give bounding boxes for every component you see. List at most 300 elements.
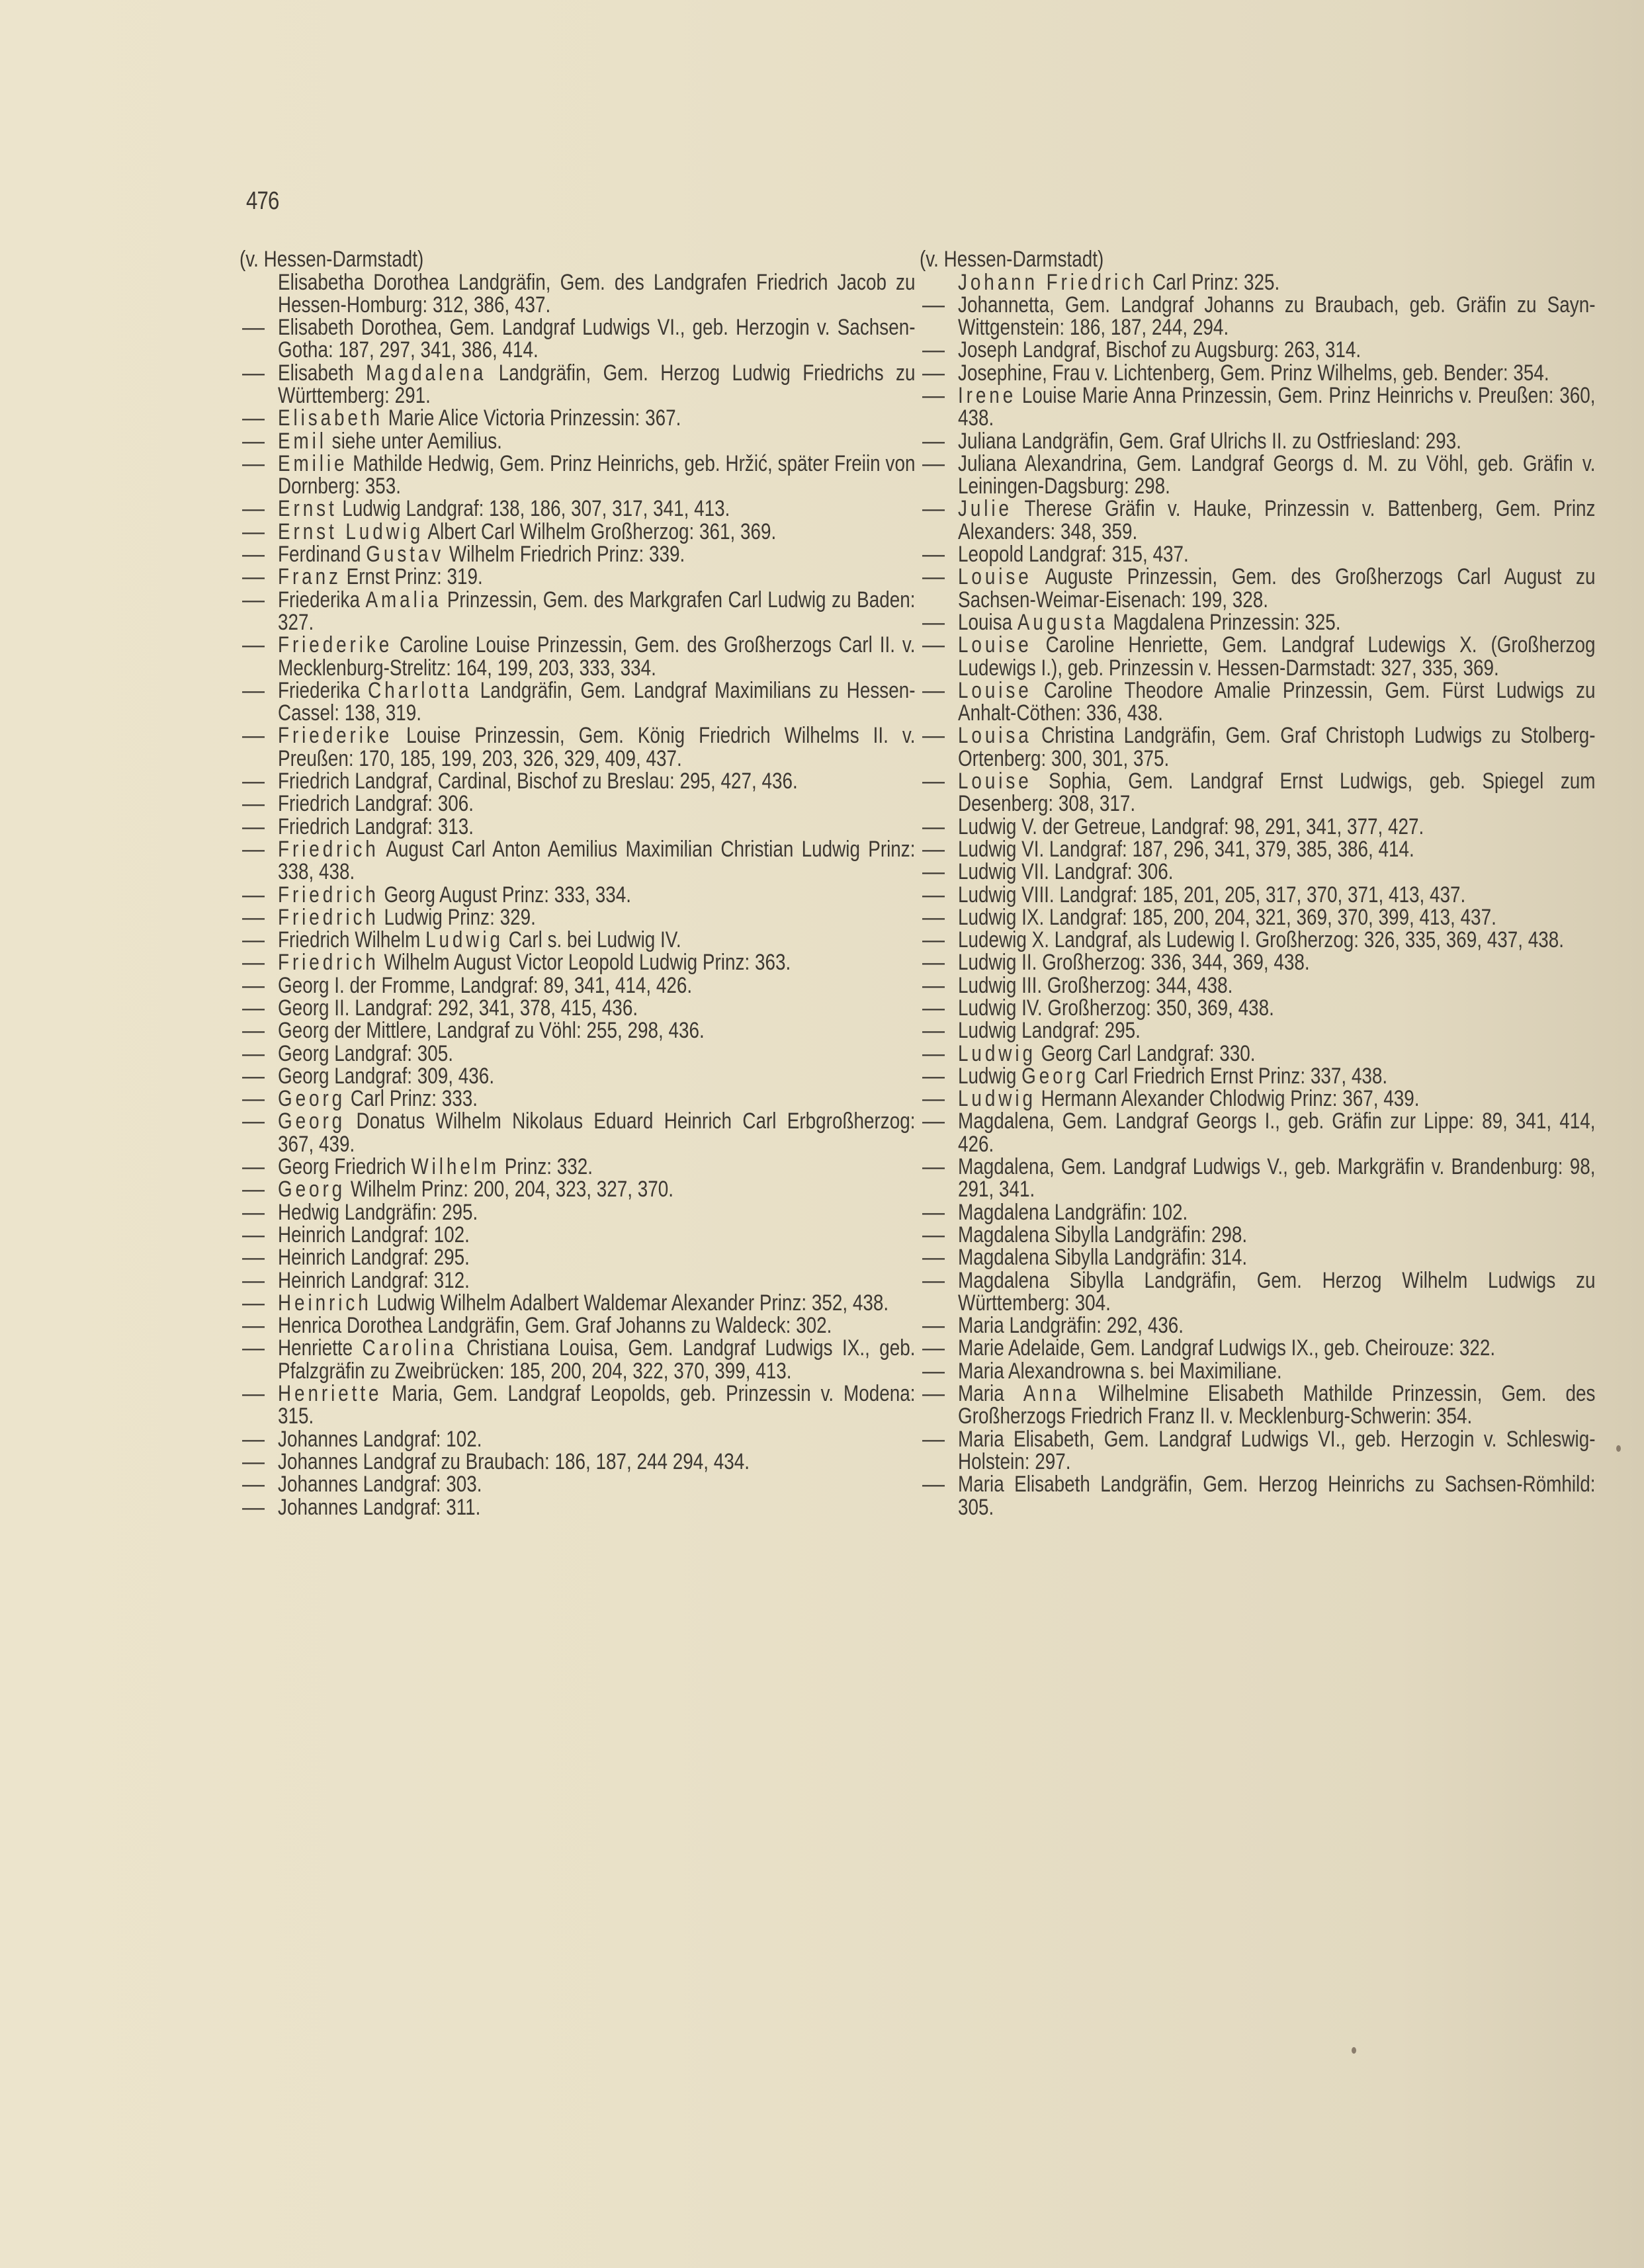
entry-dash: — [242,1177,265,1202]
index-entry [920,951,1581,974]
entry-text-segment: Johannes Landgraf: 311. [278,1494,481,1520]
entry-dash: — [922,1381,945,1407]
index-entry [920,1019,1581,1042]
entry-text-segment: Ludwig VI. Landgraf: 187, 296, 341, 379, 385, 386, 414. [958,836,1414,862]
index-entry [239,770,901,792]
entry-text-segment: Ludwig Prinz: 329. [378,904,536,930]
index-column-right [920,247,1596,1520]
entry-text-segment: Christiana Louisa, Gem. Landgraf Ludwigs IX., geb. Pfalzgräfin zu Zweibrücken: 185, 200, 204, 322, 370, 399, 413. [278,1335,916,1384]
entry-text-segment: Leopold Landgraf: 315, 437. [958,542,1189,567]
entry-text-segment: Ludwig Wilhelm Adalbert Waldemar Alexander Prinz: 352, 438. [371,1290,889,1316]
spaced-emphasis: Ludwig [958,1040,1036,1066]
index-entry [920,974,1581,997]
index-entry [920,496,1596,544]
entry-text [278,1314,916,1337]
index-entry [239,836,916,885]
entry-dash: — [242,1472,265,1497]
entry-text-segment: Wilhelmine Elisabeth Mathilde Prinzessin, Gem. des Großherzogs Friedrich Franz II. v. Mecklenburg-Schwerin: 354. [958,1381,1596,1429]
entry-text-segment: Ludwig Landgraf: 295. [958,1018,1141,1044]
index-entry [920,1246,1581,1269]
entry-text [958,1155,1596,1201]
entry-text-segment: Heinrich Landgraf: 102. [278,1222,470,1247]
index-entry [239,951,901,974]
entry-text-segment: Johannes Landgraf: 303. [278,1472,482,1497]
entry-text-segment: Georg Friedrich [278,1154,411,1180]
entry-dash: — [242,836,265,862]
entry-text-segment: Johannes Landgraf: 102. [278,1426,482,1452]
entry-text [278,951,916,974]
entry-dash: — [922,1335,945,1361]
entry-text-segment: Carl Friedrich Ernst Prinz: 337, 438. [1089,1063,1388,1089]
entry-dash: — [922,1040,945,1066]
entry-dash: — [242,564,265,590]
entry-text-segment: Georg II. Landgraf: 292, 341, 378, 415, 436. [278,995,638,1021]
entry-text [958,951,1596,974]
spaced-emphasis: Julie [958,496,1012,522]
entry-text-segment: Ferdinand [278,542,367,567]
entry-dash: — [242,1018,265,1044]
entry-text [958,271,1596,294]
column-header: (v. Hessen-Darmstadt) [239,247,424,272]
index-entry [239,1087,901,1110]
index-entry [920,1201,1581,1224]
spaced-emphasis: Friedrich [278,882,379,907]
spaced-emphasis: Louisa [958,723,1032,749]
spaced-emphasis: Elisabeth [278,405,383,431]
entry-text-segment: Magdalena Sibylla Landgräfin: 314. [958,1245,1248,1271]
entry-text-segment: Marie Adelaide, Gem. Landgraf Ludwigs IX., geb. Cheirouze: 322. [958,1335,1496,1361]
entry-text-segment: Magdalena Sibylla Landgräfin: 298. [958,1222,1248,1247]
entry-dash: — [242,927,265,953]
spaced-emphasis: Georg [1021,1063,1090,1089]
spaced-emphasis: Charlotta [368,677,472,703]
index-entry [239,566,901,588]
entry-text-segment: Henriette [278,1335,363,1361]
entry-text [958,611,1596,634]
index-entry [920,382,1596,431]
entry-text-segment: Maria Landgräfin: 292, 436. [958,1313,1184,1339]
entry-dash: — [242,1063,265,1089]
entry-text-segment: Landgräfin, Gem. Herzog Ludwig Friedrichs zu Württemberg: 291. [278,360,916,408]
entry-text-segment: Donatus Wilhelm Nikolaus Eduard Heinrich Carl Erbgroßherzog: 367, 439. [278,1109,916,1157]
entry-dash: — [242,814,265,839]
entry-text-segment: Ludewig X. Landgraf, als Ludewig I. Großherzog: 326, 335, 369, 437, 438. [958,927,1565,953]
entry-dash: — [242,950,265,976]
entry-text-segment: Louise Prinzessin, Gem. König Friedrich Wilhelms II. v. Preußen: 170, 185, 199, 203, 326, 329, 409, 437. [278,723,916,771]
entry-text [958,452,1596,498]
entry-text [278,452,916,498]
spaced-emphasis: Wilhelm [411,1154,500,1180]
index-entry [239,997,901,1019]
entry-text [958,1201,1596,1224]
index-entry [920,997,1581,1019]
spaced-emphasis: Georg [278,1109,346,1134]
entry-dash: — [922,496,945,522]
index-entry [239,1109,916,1157]
index-entry [920,884,1581,906]
entry-text [958,294,1596,339]
entry-dash: — [922,292,945,317]
entry-text-segment: Louisa [958,609,1017,635]
entry-text-segment: Caroline Henriette, Gem. Landgraf Ludewigs X. (Großherzog Ludewigs I.), geb. Prinzessin v. Hessen-Darmstadt: 327, 335, 369. [958,632,1596,681]
entry-text-segment: August Carl Anton Aemilius Maximilian Christian Ludwig Prinz: 338, 438. [278,836,916,885]
index-entry [920,838,1581,861]
entry-dash: — [242,315,265,341]
entry-dash: — [922,1018,945,1044]
entry-text [958,1042,1596,1065]
entry-text-segment: Georg I. der Fromme, Landgraf: 89, 341, 414, 426. [278,972,693,998]
index-entry [239,430,901,452]
entry-text [278,1155,916,1178]
entry-text [958,679,1596,725]
spaced-emphasis: Augusta [1017,609,1108,635]
entry-dash: — [922,450,945,476]
entry-dash: — [922,1222,945,1247]
entry-dash: — [242,519,265,544]
spaced-emphasis: Friederike [278,723,393,749]
index-entry [920,339,1581,361]
entry-text-segment: Louise Marie Anna Prinzessin, Gem. Prinz Heinrichs v. Preußen: 360, 438. [958,382,1596,431]
index-entry [239,1381,916,1429]
entry-text-segment: Christina Landgräfin, Gem. Graf Christoph Ludwigs zu Stolberg-Ortenberg: 300, 301, 375. [958,723,1596,771]
index-entry [239,1314,901,1337]
index-entry [239,929,901,951]
entry-text [958,1110,1596,1155]
entry-dash: — [242,428,265,454]
entry-text-segment: Ludwig V. der Getreue, Landgraf: 98, 291, 341, 377, 427. [958,814,1424,839]
spaced-emphasis: Ludwig [958,1086,1036,1112]
entry-text-segment: Heinrich Landgraf: 312. [278,1267,470,1293]
entry-text-segment: Ludwig IX. Landgraf: 185, 200, 204, 321, 369, 370, 399, 413, 437. [958,904,1496,930]
entry-dash: — [922,1199,945,1225]
entry-text-segment: Georg Landgraf: 309, 436. [278,1063,495,1089]
entry-dash: — [922,1358,945,1384]
entry-text-segment: Elisabeth [278,360,367,386]
entry-text-segment: Georg Landgraf: 305. [278,1040,454,1066]
entry-text-segment: Magdalena, Gem. Landgraf Ludwigs V., geb. Markgräfin v. Brandenburg: 98, 291, 341. [958,1154,1596,1202]
entry-text [278,1269,916,1292]
entry-text [958,838,1596,861]
index-entry [239,884,901,906]
entry-text-segment: Georg der Mittlere, Landgraf zu Vöhl: 255, 298, 436. [278,1018,705,1044]
entry-text [278,1042,916,1065]
entry-text [278,1087,916,1110]
entry-text-segment: Caroline Theodore Amalie Prinzessin, Gem. Fürst Ludwigs zu Anhalt-Cöthen: 336, 438. [958,677,1596,726]
entry-text [278,679,916,725]
entry-text [958,566,1596,611]
spaced-emphasis: Carolina [362,1335,457,1361]
entry-dash: — [242,542,265,567]
entry-dash: — [922,904,945,930]
entry-text [958,770,1596,816]
entry-dash: — [922,882,945,907]
entry-dash: — [242,1313,265,1339]
entry-text-segment: Joseph Landgraf, Bischof zu Augsburg: 263, 314. [958,337,1362,363]
spaced-emphasis: Louise [958,677,1032,703]
entry-text-segment: Wilhelm Prinz: 200, 204, 323, 327, 370. [345,1177,674,1202]
entry-text [958,1224,1596,1246]
spaced-emphasis: Louise [958,632,1032,658]
entry-dash: — [922,1426,945,1452]
entry-text [958,724,1596,770]
index-entry [920,1426,1596,1474]
entry-dash: — [922,564,945,590]
entry-text [278,543,916,566]
entry-dash: — [922,1109,945,1134]
entry-text [958,974,1596,997]
entry-text-segment: Magdalena Landgräfin: 102. [958,1199,1188,1225]
entry-text-segment: Ludwig [958,1063,1022,1089]
entry-text-segment: Johannetta, Gem. Landgraf Johanns zu Braubach, geb. Gräfin zu Sayn-Wittgenstein: 186, 187, 244, 294. [958,292,1596,341]
entry-text-segment: Hedwig Landgräfin: 295. [278,1199,478,1225]
entry-text [958,384,1596,430]
entry-text [958,1337,1596,1359]
entry-text-segment: Henrica Dorothea Landgräfin, Gem. Graf Johanns zu Waldeck: 302. [278,1313,832,1339]
spaced-emphasis: Gustav [366,542,445,567]
index-entry [239,1473,901,1495]
entry-text [278,634,916,679]
index-entry [920,1065,1581,1087]
entry-dash: — [242,1109,265,1134]
entry-dash: — [922,360,945,386]
entry-text [278,1428,916,1450]
index-entry [239,521,901,543]
entry-text-segment: siehe unter Aemilius. [326,428,502,454]
entry-text-segment: Maria Alexandrowna s. bei Maximiliane. [958,1358,1282,1384]
entry-dash: — [922,972,945,998]
index-entry [239,543,901,566]
entry-text-segment: Maria Elisabeth Landgräfin, Gem. Herzog Heinrichs zu Sachsen-Römhild: 305. [958,1472,1596,1520]
entry-dash: — [922,428,945,454]
entry-dash: — [922,927,945,953]
entry-text-segment: Friedrich Landgraf, Cardinal, Bischof zu Breslau: 295, 427, 436. [278,769,798,794]
entry-text [278,1246,916,1269]
entry-dash: — [242,360,265,386]
index-entry [920,611,1581,634]
entry-text [278,974,916,997]
entry-text [278,316,916,362]
index-entry [920,929,1581,951]
spaced-emphasis: Emil [278,428,327,454]
entry-text [278,1496,916,1519]
entry-text-segment: Magdalena Sibylla Landgräfin, Gem. Herzog Wilhelm Ludwigs zu Württemberg: 304. [958,1267,1596,1316]
print-speck [1616,1445,1621,1452]
index-entry [239,1065,901,1087]
entry-dash: — [922,1063,945,1089]
entry-text [278,724,916,770]
entry-dash: — [922,1313,945,1339]
print-speck [1352,2047,1356,2054]
entry-text [278,1382,916,1428]
entry-text-segment: Sophia, Gem. Landgraf Ernst Ludwigs, geb. Spiegel zum Desenberg: 308, 317. [958,769,1596,817]
entry-text [278,1201,916,1224]
entry-text [958,1019,1596,1042]
entry-dash: — [242,1245,265,1271]
spaced-emphasis: Georg [278,1177,346,1202]
entry-text [278,362,916,407]
entry-text-segment: Ludwig VIII. Landgraf: 185, 201, 205, 317, 370, 371, 413, 437. [958,882,1466,907]
entry-dash: — [242,904,265,930]
index-entry [920,1337,1581,1359]
entry-text-segment: Maria Elisabeth, Gem. Landgraf Ludwigs VI., geb. Herzogin v. Schleswig-Holstein: 297. [958,1426,1596,1474]
spaced-emphasis: Amalia [365,587,442,612]
entry-text-segment: Friedrich Wilhelm [278,927,426,953]
entry-text [958,1360,1596,1382]
index-entry [920,1314,1581,1337]
spaced-emphasis: Magdalena [366,360,487,386]
index-entry [920,564,1596,612]
entry-dash: — [922,632,945,658]
entry-text-segment: Ludwig VII. Landgraf: 306. [958,859,1174,885]
entry-dash: — [242,632,265,658]
entry-dash: — [922,1154,945,1180]
entry-text [278,1224,916,1246]
index-entry [239,450,916,499]
index-entry [239,1269,901,1292]
index-entry [920,906,1581,929]
entry-text [278,997,916,1019]
index-entry [920,450,1596,499]
entry-text-segment: Juliana Alexandrina, Gem. Landgraf Georgs d. M. zu Vöhl, geb. Gräfin v. Leiningen-Dagsburg: 298. [958,450,1596,499]
entry-text-segment: Friederika [278,677,368,703]
entry-dash: — [922,995,945,1021]
index-entry [239,587,916,635]
index-entry [239,1335,916,1384]
index-entry [239,1292,901,1314]
entry-dash: — [242,995,265,1021]
entry-text-segment: Ernst Prinz: 319. [341,564,483,590]
entry-text-segment: Mathilde Hedwig, Gem. Prinz Heinrichs, geb. Hržić, später Freiin von Dornberg: 353. [278,450,916,499]
entry-text [958,1314,1596,1337]
entry-text [278,521,916,543]
index-entry [239,1224,901,1246]
entry-dash: — [242,1494,265,1520]
entry-dash: — [242,1154,265,1180]
entry-dash: — [242,972,265,998]
entry-text [278,1292,916,1314]
entry-text-segment: Landgräfin, Gem. Landgraf Maximilians zu Hessen-Cassel: 138, 319. [278,677,916,726]
entry-text-segment: Josephine, Frau v. Lichtenberg, Gem. Prinz Wilhelms, geb. Bender: 354. [958,360,1549,386]
entry-text-segment: Wilhelm Friedrich Prinz: 339. [444,542,685,567]
entry-dash: — [242,1222,265,1247]
spaced-emphasis: Heinrich [278,1290,372,1316]
spaced-emphasis: Irene [958,382,1017,408]
entry-text-segment: Elisabetha Dorothea Landgräfin, Gem. des Landgrafen Friedrich Jacob zu Hessen-Homburg: 312, 386, 437. [278,269,916,317]
index-entry [920,1087,1581,1110]
entry-text-segment: Maria [958,1381,1023,1407]
entry-dash: — [242,1335,265,1361]
spaced-emphasis: Georg [278,1086,346,1112]
spaced-emphasis: Friederike [278,632,393,658]
entry-text [278,271,916,317]
spaced-emphasis: Ludwig [425,927,503,953]
index-entry [239,723,916,771]
entry-text [278,770,916,792]
entry-text-segment: Maria, Gem. Landgraf Leopolds, geb. Prinzessin v. Modena: 315. [278,1381,916,1429]
entry-text [278,407,916,429]
entry-dash: — [922,859,945,885]
entry-text-segment: Georg Carl Landgraf: 330. [1035,1040,1256,1066]
index-entry [239,792,901,815]
entry-text [958,816,1596,838]
entry-text-segment: Prinzessin, Gem. des Markgrafen Carl Ludwig zu Baden: 327. [278,587,916,635]
entry-dash: — [242,1426,265,1452]
entry-text-segment: Therese Gräfin v. Hauke, Prinzessin v. Battenberg, Gem. Prinz Alexanders: 348, 359. [958,496,1596,544]
entry-dash: — [242,882,265,907]
entry-dash: — [242,1086,265,1112]
entry-text [958,861,1596,883]
entry-text [278,1178,916,1200]
index-entry [920,1224,1581,1246]
index-entry [239,1450,901,1473]
entry-text [278,1450,916,1473]
entry-dash: — [242,791,265,817]
entry-text-segment: Carl Prinz: 325. [1147,269,1280,295]
spaced-emphasis: Friedrich [278,836,379,862]
entry-text-segment: Ludwig Landgraf: 138, 186, 307, 317, 341, 413. [337,496,730,522]
entry-text-segment: Prinz: 332. [499,1154,593,1180]
spaced-emphasis: Henriette [278,1381,382,1407]
entry-dash: — [242,1381,265,1407]
entry-text [958,430,1596,452]
entry-text [958,929,1596,951]
entry-text [958,1246,1596,1269]
spaced-emphasis: Friedrich [278,904,379,930]
entry-dash: — [922,950,945,976]
entry-text-segment: Heinrich Landgraf: 295. [278,1245,470,1271]
index-entry [920,292,1596,341]
entry-text [278,884,916,906]
entry-text-segment: Albert Carl Wilhelm Großherzog: 361, 369. [423,519,777,544]
entry-dash: — [242,1290,265,1316]
index-entry [239,315,916,363]
index-entry [239,360,916,408]
entry-dash: — [922,542,945,567]
index-entry [239,1428,901,1450]
entry-text [958,339,1596,361]
entry-text [958,997,1596,1019]
index-entry [920,362,1581,384]
entry-text-segment: Friedrich Landgraf: 306. [278,791,474,817]
column-header: (v. Hessen-Darmstadt) [920,247,1104,272]
entry-text-segment: Magdalena Prinzessin: 325. [1107,609,1341,635]
spaced-emphasis: Franz [278,564,341,590]
entry-text [958,884,1596,906]
entry-text [958,906,1596,929]
entry-text-segment: Ludwig II. Großherzog: 336, 344, 369, 438. [958,950,1310,976]
index-entry [920,1381,1596,1429]
entry-text [958,362,1596,384]
entry-text [278,816,916,838]
entry-text [958,1428,1596,1474]
entry-text [278,1110,916,1155]
index-entry [920,816,1581,838]
entry-text [958,634,1596,679]
entry-dash: — [922,609,945,635]
index-entry [239,974,901,997]
entry-text [278,430,916,452]
index-entry [239,1155,901,1178]
index-entry [239,1019,901,1042]
index-entry [239,632,916,681]
entry-dash: — [242,405,265,431]
index-entry [920,632,1596,681]
entry-dash: — [922,769,945,794]
spaced-emphasis: Friedrich [278,950,379,976]
entry-dash: — [242,587,265,612]
entry-text-segment: Juliana Landgräfin, Gem. Graf Ulrichs II. zu Ostfriesland: 293. [958,428,1461,454]
entry-text [278,589,916,634]
